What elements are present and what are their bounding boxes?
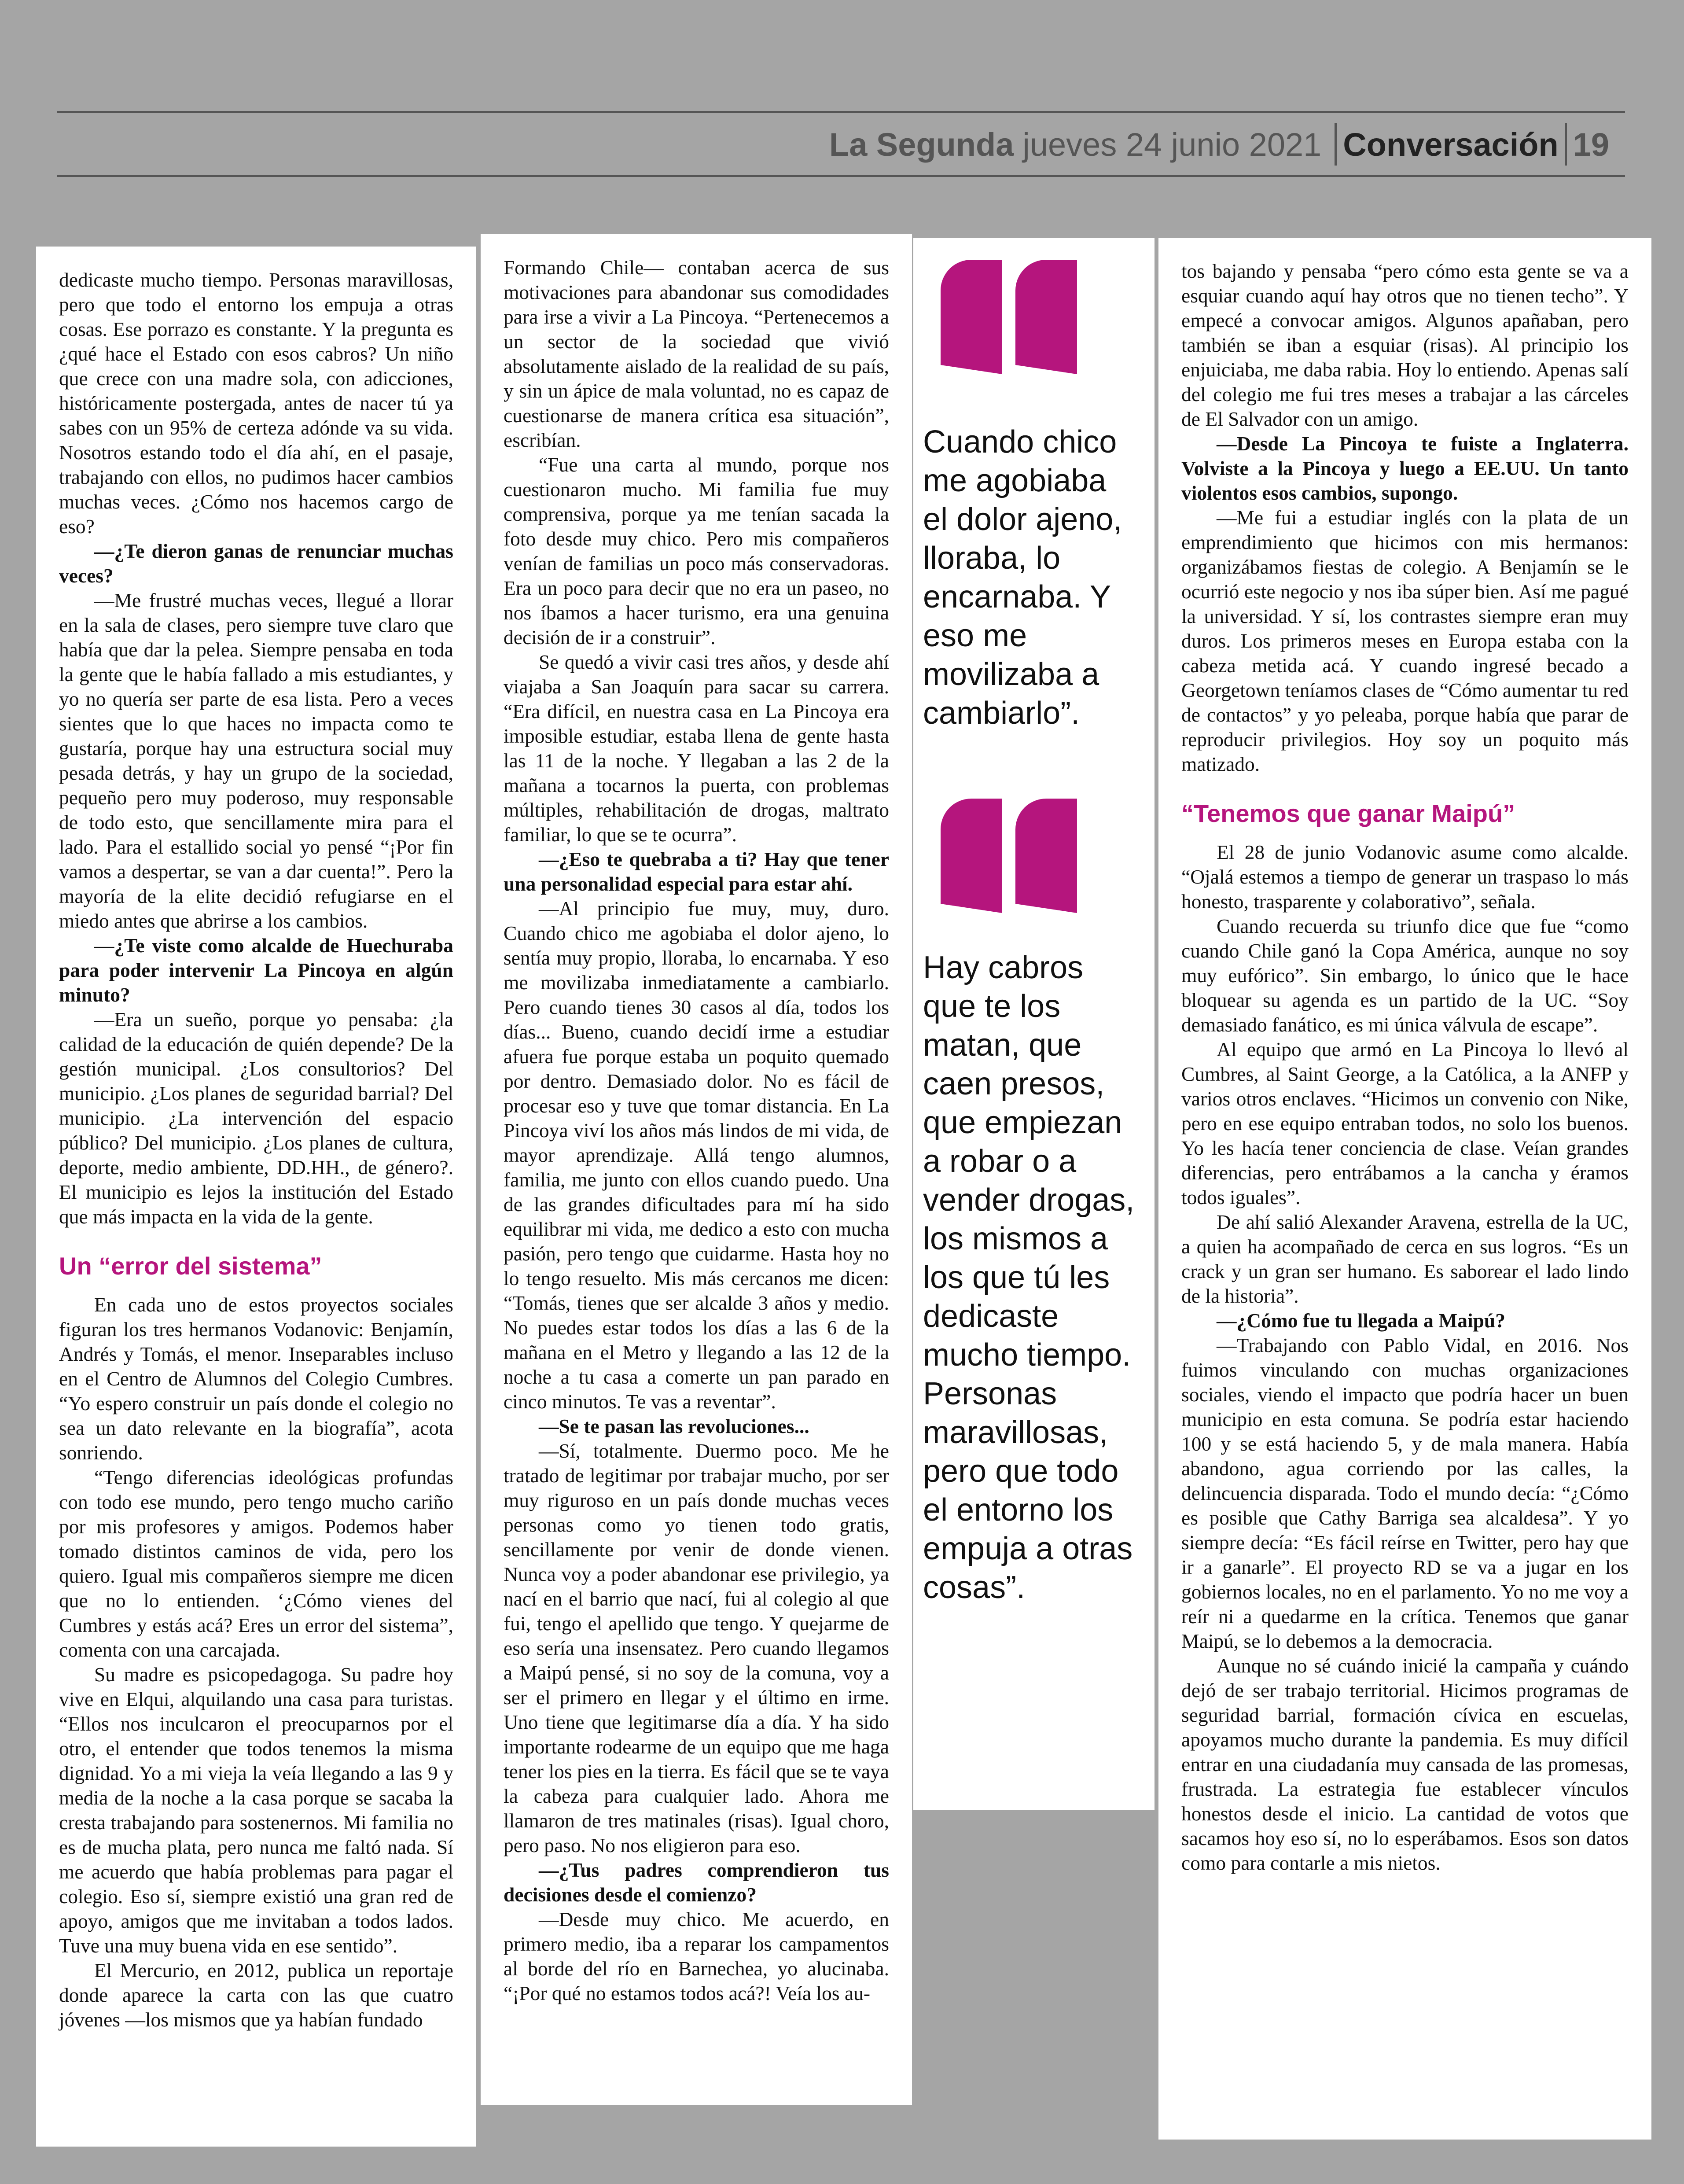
section-name: Conversación xyxy=(1343,126,1559,163)
paragraph: Formando Chile— contaban acerca de sus motivaciones para abandonar sus comodidades para irse a vivir a La Pincoya. “Pertenecemos a un sector de la sociedad que vivió absolutamente aislado de la realidad de su país, y sin un ápice de mala voluntad, no es capaz de cuestionarse de manera crítica esa situación”, escribían. xyxy=(504,256,889,451)
paragraph: —Desde muy chico. Me acuerdo, en primero medio, iba a reparar los campamentos al borde del río en Barnechea, yo alucinaba. “¡Por qué no estamos todos acá?! Veía los au- xyxy=(504,1908,889,2004)
pull-quote: Cuando chico me agobiaba el dolor ajeno, lloraba, lo encarnaba. Y eso me movilizaba a cambiarlo”. xyxy=(923,424,1122,731)
interview-question: —¿Te dieron ganas de renunciar muchas veces? xyxy=(59,540,453,587)
header-separator xyxy=(1335,123,1337,166)
page-header xyxy=(829,114,1609,175)
header-top-rule xyxy=(57,111,1625,113)
paragraph: Su madre es psicopedagoga. Su padre hoy vive en Elqui, alquilando una casa para turistas. “Ellos nos inculcaron el preocuparnos por el otro, el entender que todos tenemos la misma dignidad. Yo a mi vieja la veía llegando a las 9 y media de la noche a la casa porque se sacaba la cresta trabajando para sostenernos. Mi familia no es de mucha plata, pero nunca me faltó nada. Sí me acuerdo que había problemas para pagar el colegio. Eso sí, siempre existió una gran red de apoyo, amigos que me invitaban a todos lados. Tuve una muy buena vida en ese sentido”. xyxy=(59,1663,453,1957)
interview-question: —¿Cómo fue tu llegada a Maipú? xyxy=(1217,1309,1505,1332)
interview-question: —¿Eso te quebraba a ti? Hay que tener una personalidad especial para estar ahí. xyxy=(504,848,889,895)
interview-question: —Desde La Pincoya te fuiste a Inglaterra. Volviste a la Pincoya y luego a EE.UU. Un tanto violentos esos cambios, supongo. xyxy=(1181,432,1629,504)
subheading: “Tenemos que ganar Maipú” xyxy=(1181,799,1515,827)
paragraph: —Me frustré muchas veces, llegué a llorar en la sala de clases, pero siempre tuve claro que había que dar la pelea. Siempre pensaba en toda la gente que le había fallado a mis estudiantes, y yo no quería ser parte de esa lista. Pero a veces sientes que lo que haces no impacta como te gustaría, porque hay una estructura social muy pesada detrás, y hay un grupo de la sociedad, pequeño pero muy poderoso, muy responsable de todo esto, que sencillamente mira para el lado. Para el estallido social yo pensé “¡Por fin vamos a despertar, se van a dar cuenta!”. Pero la mayoría de la elite decidió refugiarse en el miedo antes que abrirse a los cambios. xyxy=(59,589,453,932)
subheading: Un “error del sistema” xyxy=(59,1252,322,1280)
paragraph: “Tengo diferencias ideológicas profundas con todo ese mundo, pero tengo mucho cariño por mis profesores y amigos. Podemos haber tomado distintos caminos de vida, pero los quiero. Igual mis compañeros siempre me dicen que no lo entienden. ‘¿Cómo vienes del Cumbres y estás acá? Eres un error del sistema”, comenta con una carcajada. xyxy=(59,1466,453,1661)
article-column-2 xyxy=(481,234,912,2105)
paragraph: —Me fui a estudiar inglés con la plata de un emprendimiento que hicimos con mis hermanos: organizábamos fiestas de colegio. A Benjamín se le ocurrió este negocio y nos iba súper bien. Así me pagué la universidad. Y sí, los contrastes siempre eran muy duros. Los primeros meses en Europa estaba con la cabeza metida acá. Y cuando ingresé becado a Georgetown teníamos clases de “Cómo aumentar tu red de contactos” y yo peleaba, porque había que parar de reproducir privilegios. Hoy soy un poquito más matizado. xyxy=(1181,506,1629,775)
quote-mark-icon xyxy=(941,260,1137,374)
newspaper-name: La Segunda xyxy=(829,126,1014,163)
interview-question: —¿Te viste como alcalde de Huechuraba para poder intervenir La Pincoya en algún minuto? xyxy=(59,934,453,1006)
paragraph: El Mercurio, en 2012, publica un reportaje donde aparece la carta con las que cuatro jóvenes —los mismos que ya habían fundado xyxy=(59,1959,453,2031)
pull-quote: Hay cabros que te los matan, que caen presos, que empiezan a robar o a vender drogas, los mismos a los que tú les dedicaste mucho tiempo. Personas maravillosas, pero que todo el entorno los empuja a otras cosas”. xyxy=(923,950,1135,1605)
paragraph: Se quedó a vivir casi tres años, y desde ahí viajaba a San Joaquín para sacar su carrera. “Era difícil, en nuestra casa en La Pincoya era imposible estudiar, estaba llena de gente hasta las 11 de la noche. Y llegaban a las 2 de la mañana a tocarnos la puerta, con problemas múltiples, rehabilitación de drogas, maltrato familiar, lo que se te ocurra”. xyxy=(504,651,889,846)
paragraph: El 28 de junio Vodanovic asume como alcalde. “Ojalá estemos a tiempo de generar un traspaso lo más honesto, trasparente y colaborativo”, señala. xyxy=(1181,841,1629,913)
paragraph: dedicaste mucho tiempo. Personas maravillosas, pero que todo el entorno los empuja a otras cosas. Ese porrazo es constante. Y la pregunta es ¿qué hace el Estado con esos cabros? Un niño que crece con una madre sola, con adicciones, históricamente postergada, antes de nacer tú ya sabes con un 95% de certeza adónde va su vida. Nosotros estando todo el día ahí, en el pasaje, trabajando con ellos, no pudimos hacer cambios muchas veces. ¿Cómo nos hacemos cargo de eso? xyxy=(59,269,453,538)
article-column-1 xyxy=(36,247,476,2147)
paragraph: En cada uno de estos proyectos sociales figuran los tres hermanos Vodanovic: Benjamín, Andrés y Tomás, el menor. Inseparables incluso en el Centro de Alumnos del Colegio Cumbres. “Yo espero construir un país donde el colegio no sea un dato relevante en la biografía”, acota sonriendo. xyxy=(59,1293,453,1464)
paragraph: Al equipo que armó en La Pincoya lo llevó al Cumbres, al Saint George, a la Católica, a la ANFP y varios otros enclaves. “Hicimos un convenio con Nike, pero en ese equipo entraban todos, no solo los buenos. Yo les hacía tener conciencia de clase. Veían grandes diferencias, pero entrábamos a la cancha y éramos todos iguales”. xyxy=(1181,1038,1629,1208)
interview-question: —¿Tus padres comprendieron tus decisiones desde el comienzo? xyxy=(504,1859,889,1906)
paragraph: —Trabajando con Pablo Vidal, en 2016. Nos fuimos vinculando con muchas organizaciones sociales, viendo el impacto que podría hacer un buen municipio en esta comuna. Se podría estar haciendo 100 y se está haciendo 5, y de mala manera. Había abandono, agua corriendo por las calles, la delincuencia disparada. Todo el mundo decía: “¿Cómo es posible que Cathy Barriga sea alcaldesa”. Y yo siempre decía: “Es fácil reírse en Twitter, pero hay que ir a ganarle”. El proyecto RD se va a jugar en los gobiernos locales, no en el parlamento. Yo no me voy a reír ni a quedarme en la crítica. Tenemos que ganar Maipú, se lo debemos a la democracia. xyxy=(1181,1334,1629,1652)
issue-date: jueves 24 junio 2021 xyxy=(1022,126,1322,163)
paragraph: tos bajando y pensaba “pero cómo esta gente se va a esquiar cuando aquí hay otros que no tienen techo”. Y empecé a convocar amigos. Algunos apañaban, pero también se iban a esquiar (risas). Al principio los enjuiciaba, me daba rabia. Hoy lo entiendo. Apenas salí del colegio me fui tres meses a trabajar a las cárceles de El Salvador con un amigo. xyxy=(1181,260,1629,430)
header-bottom-rule xyxy=(57,175,1625,177)
quote-mark-icon xyxy=(941,799,1137,913)
paragraph: De ahí salió Alexander Aravena, estrella de la UC, a quien ha acompañado de cerca en sus logros. “Es un crack y un gran ser humano. Es saborear el lado lindo de la historia”. xyxy=(1181,1211,1629,1307)
paragraph: —Sí, totalmente. Duermo poco. Me he tratado de legitimar por trabajar mucho, por ser muy riguroso en un país donde muchas veces personas como yo tienen todo gratis, sencillamente por venir de donde vienen. Nunca voy a poder abandonar ese privilegio, ya nací en el barrio que nací, fui al colegio al que fui, tengo el apellido que tengo. Y quejarme de eso sería una insensatez. Pero cuando llegamos a Maipú pensé, si no soy de la comuna, voy a ser el primero en llegar y el último en irme. Uno tiene que legitimarse día a día. Y ha sido importante rodearme de un equipo que me haga tener los pies en la tierra. Es fácil que se te vaya la cabeza para cualquier lado. Ahora me llamaron de tres matinales (risas). Igual choro, pero paso. No nos eligieron para eso. xyxy=(504,1440,889,1856)
paragraph: Aunque no sé cuándo inicié la campaña y cuándo dejó de ser trabajo territorial. Hicimos programas de seguridad barrial, formación cívica en escuelas, apoyamos mucho durante la pandemia. Es muy difícil entrar en una ciudadanía muy cansada de las promesas, frustrada. La estrategia fue establecer vínculos honestos desde el inicio. La cantidad de votos que sacamos hoy eso sí, no lo esperábamos. Esos son datos como para contarle a mis nietos. xyxy=(1181,1654,1629,1874)
article-column-4 xyxy=(1158,238,1651,2140)
pull-quote-column xyxy=(913,238,1155,1810)
paragraph: —Era un sueño, porque yo pensaba: ¿la calidad de la educación de quién depende? De la gestión municipal. ¿Los consultorios? Del municipio. ¿Los planes de seguridad barrial? Del municipio. ¿La intervención del espacio público? Del municipio. ¿Los planes de cultura, deporte, medio ambiente, DD.HH., de género?. El municipio es lejos la institución del Estado que más impacta en la vida de la gente. xyxy=(59,1008,453,1228)
interview-question: —Se te pasan las revoluciones... xyxy=(539,1415,809,1437)
paragraph: Cuando recuerda su triunfo dice que fue “como cuando Chile ganó la Copa América, aunque no soy muy eufórico”. Sin embargo, lo único que le hace bloquear su agenda es un partido de la UC. “Soy demasiado fanático, es mi única válvula de escape”. xyxy=(1181,915,1629,1036)
paragraph: “Fue una carta al mundo, porque nos cuestionaron mucho. Mi familia fue muy comprensiva, porque ya me tenían sacada la foto desde muy chico. Pero mis compañeros venían de familias un poco más conservadoras. Era un poco para decir que no era un paseo, no nos íbamos a hacer turismo, era una genuina decisión de ir a construir”. xyxy=(504,453,889,648)
page-number: 19 xyxy=(1573,126,1609,163)
paragraph: —Al principio fue muy, muy, duro. Cuando chico me agobiaba el dolor ajeno, lo sentía muy propio, lloraba, lo encarnaba. Y eso me movilizaba inmediatamente a cambiarlo. Pero cuando tienes 30 casos al día, todos los días... Bueno, cuando decidí irme a estudiar afuera fue porque estaba un poquito quemado por dentro. Demasiado dolor. No es fácil de procesar eso y tuve que tomar distancia. En La Pincoya viví los años más lindos de mi vida, de mayor aprendizaje. Allá tengo alumnos, familia, me junto con ellos cuando puedo. Una de las grandes dificultades para mí ha sido equilibrar mi vida, me dedico a esto con mucha pasión, pero tengo que cuidarme. Hasta hoy no lo tengo resuelto. Mis más cercanos me dicen: “Tomás, tienes que ser alcalde 3 años y medio. No puedes estar todos los días a las 6 de la mañana en el Metro y llegando a las 12 de la noche a tu casa a comerte un pan parado en cinco minutos. Te vas a reventar”. xyxy=(504,897,889,1413)
header-separator xyxy=(1565,123,1567,166)
